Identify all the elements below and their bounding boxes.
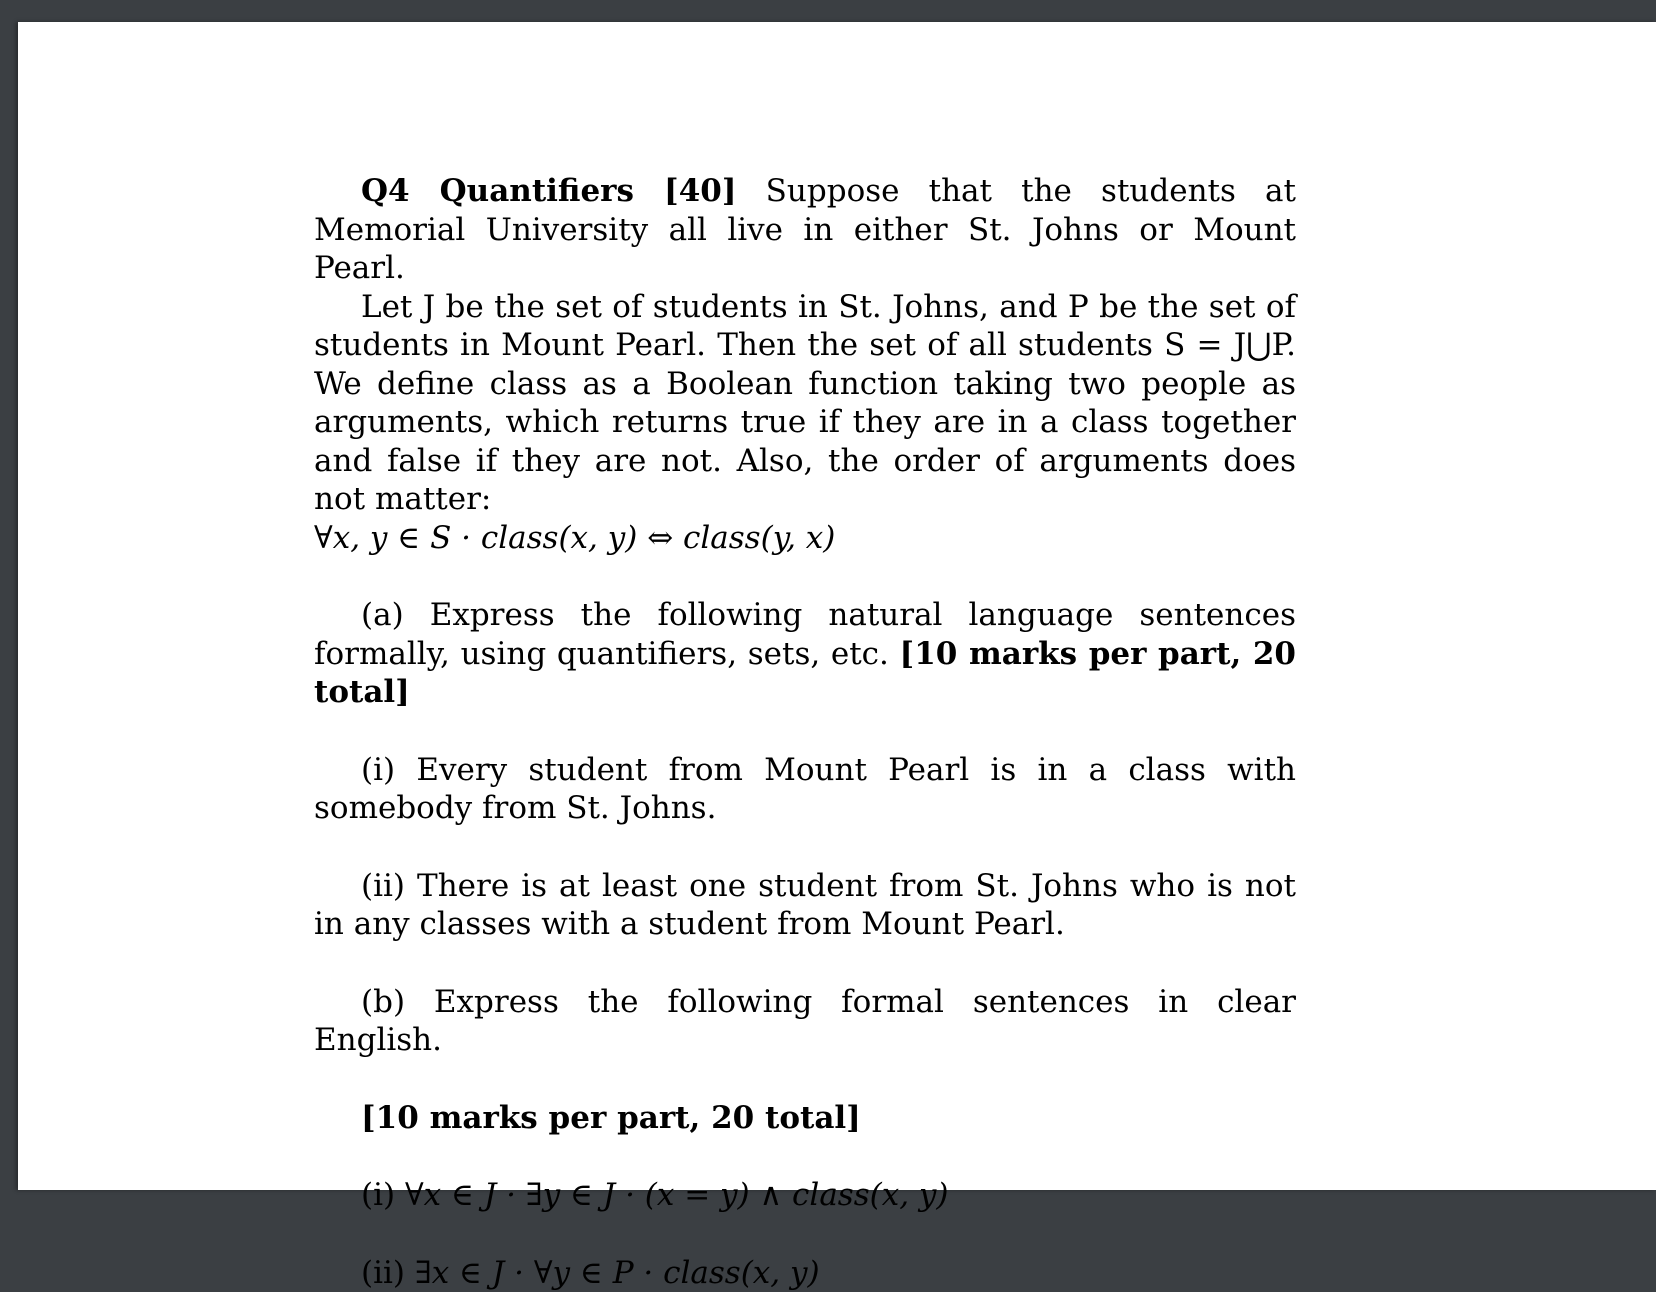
part-a-instruction xyxy=(314,596,1296,712)
question-heading: Q4 Quantifiers [40] xyxy=(361,173,737,209)
part-b-item-label: (ii) xyxy=(361,1255,415,1291)
part-b-item-formula: ∀x ∈ J · ∃y ∈ J · (x = y) ∧ class(x, y) xyxy=(405,1177,949,1213)
question-intro xyxy=(314,172,1296,288)
question-body xyxy=(314,172,1296,1292)
intro-text: Suppose that the students at Memorial University all live in either St. Johns or Mount Pearl. xyxy=(314,173,1296,286)
part-b-item xyxy=(314,1254,1296,1292)
setup-paragraph: Let J be the set of students in St. Johns, and P be the set of students in Mount Pearl. Then the set of all students S = J⋃P. We define class as a Boolean function taking two people as arguments, which returns true if they are in a class together and false if they are not. Also, the order of arguments does not matter: xyxy=(314,288,1296,519)
part-a-item: (i) Every student from Mount Pearl is in a class with somebody from St. Johns. xyxy=(314,751,1296,828)
part-b-item-label: (i) xyxy=(361,1177,405,1213)
part-b-marks: [10 marks per part, 20 total] xyxy=(314,1099,1296,1138)
document-page xyxy=(18,22,1656,1190)
part-b-item-formula: ∃x ∈ J · ∀y ∈ P · class(x, y) xyxy=(415,1255,820,1291)
part-a-marks: [10 marks per part, 20 total] xyxy=(314,636,1296,711)
part-b-item xyxy=(314,1176,1296,1215)
part-b-instruction: (b) Express the following formal sentences in clear English. xyxy=(314,983,1296,1060)
part-a-item: (ii) There is at least one student from St. Johns who is not in any classes with a student from Mount Pearl. xyxy=(314,867,1296,944)
symmetry-formula: ∀x, y ∈ S · class(x, y) ⇔ class(y, x) xyxy=(314,519,1296,558)
part-a-text: (a) Express the following natural language sentences formally, using quantifiers, sets, etc. xyxy=(314,597,1296,672)
